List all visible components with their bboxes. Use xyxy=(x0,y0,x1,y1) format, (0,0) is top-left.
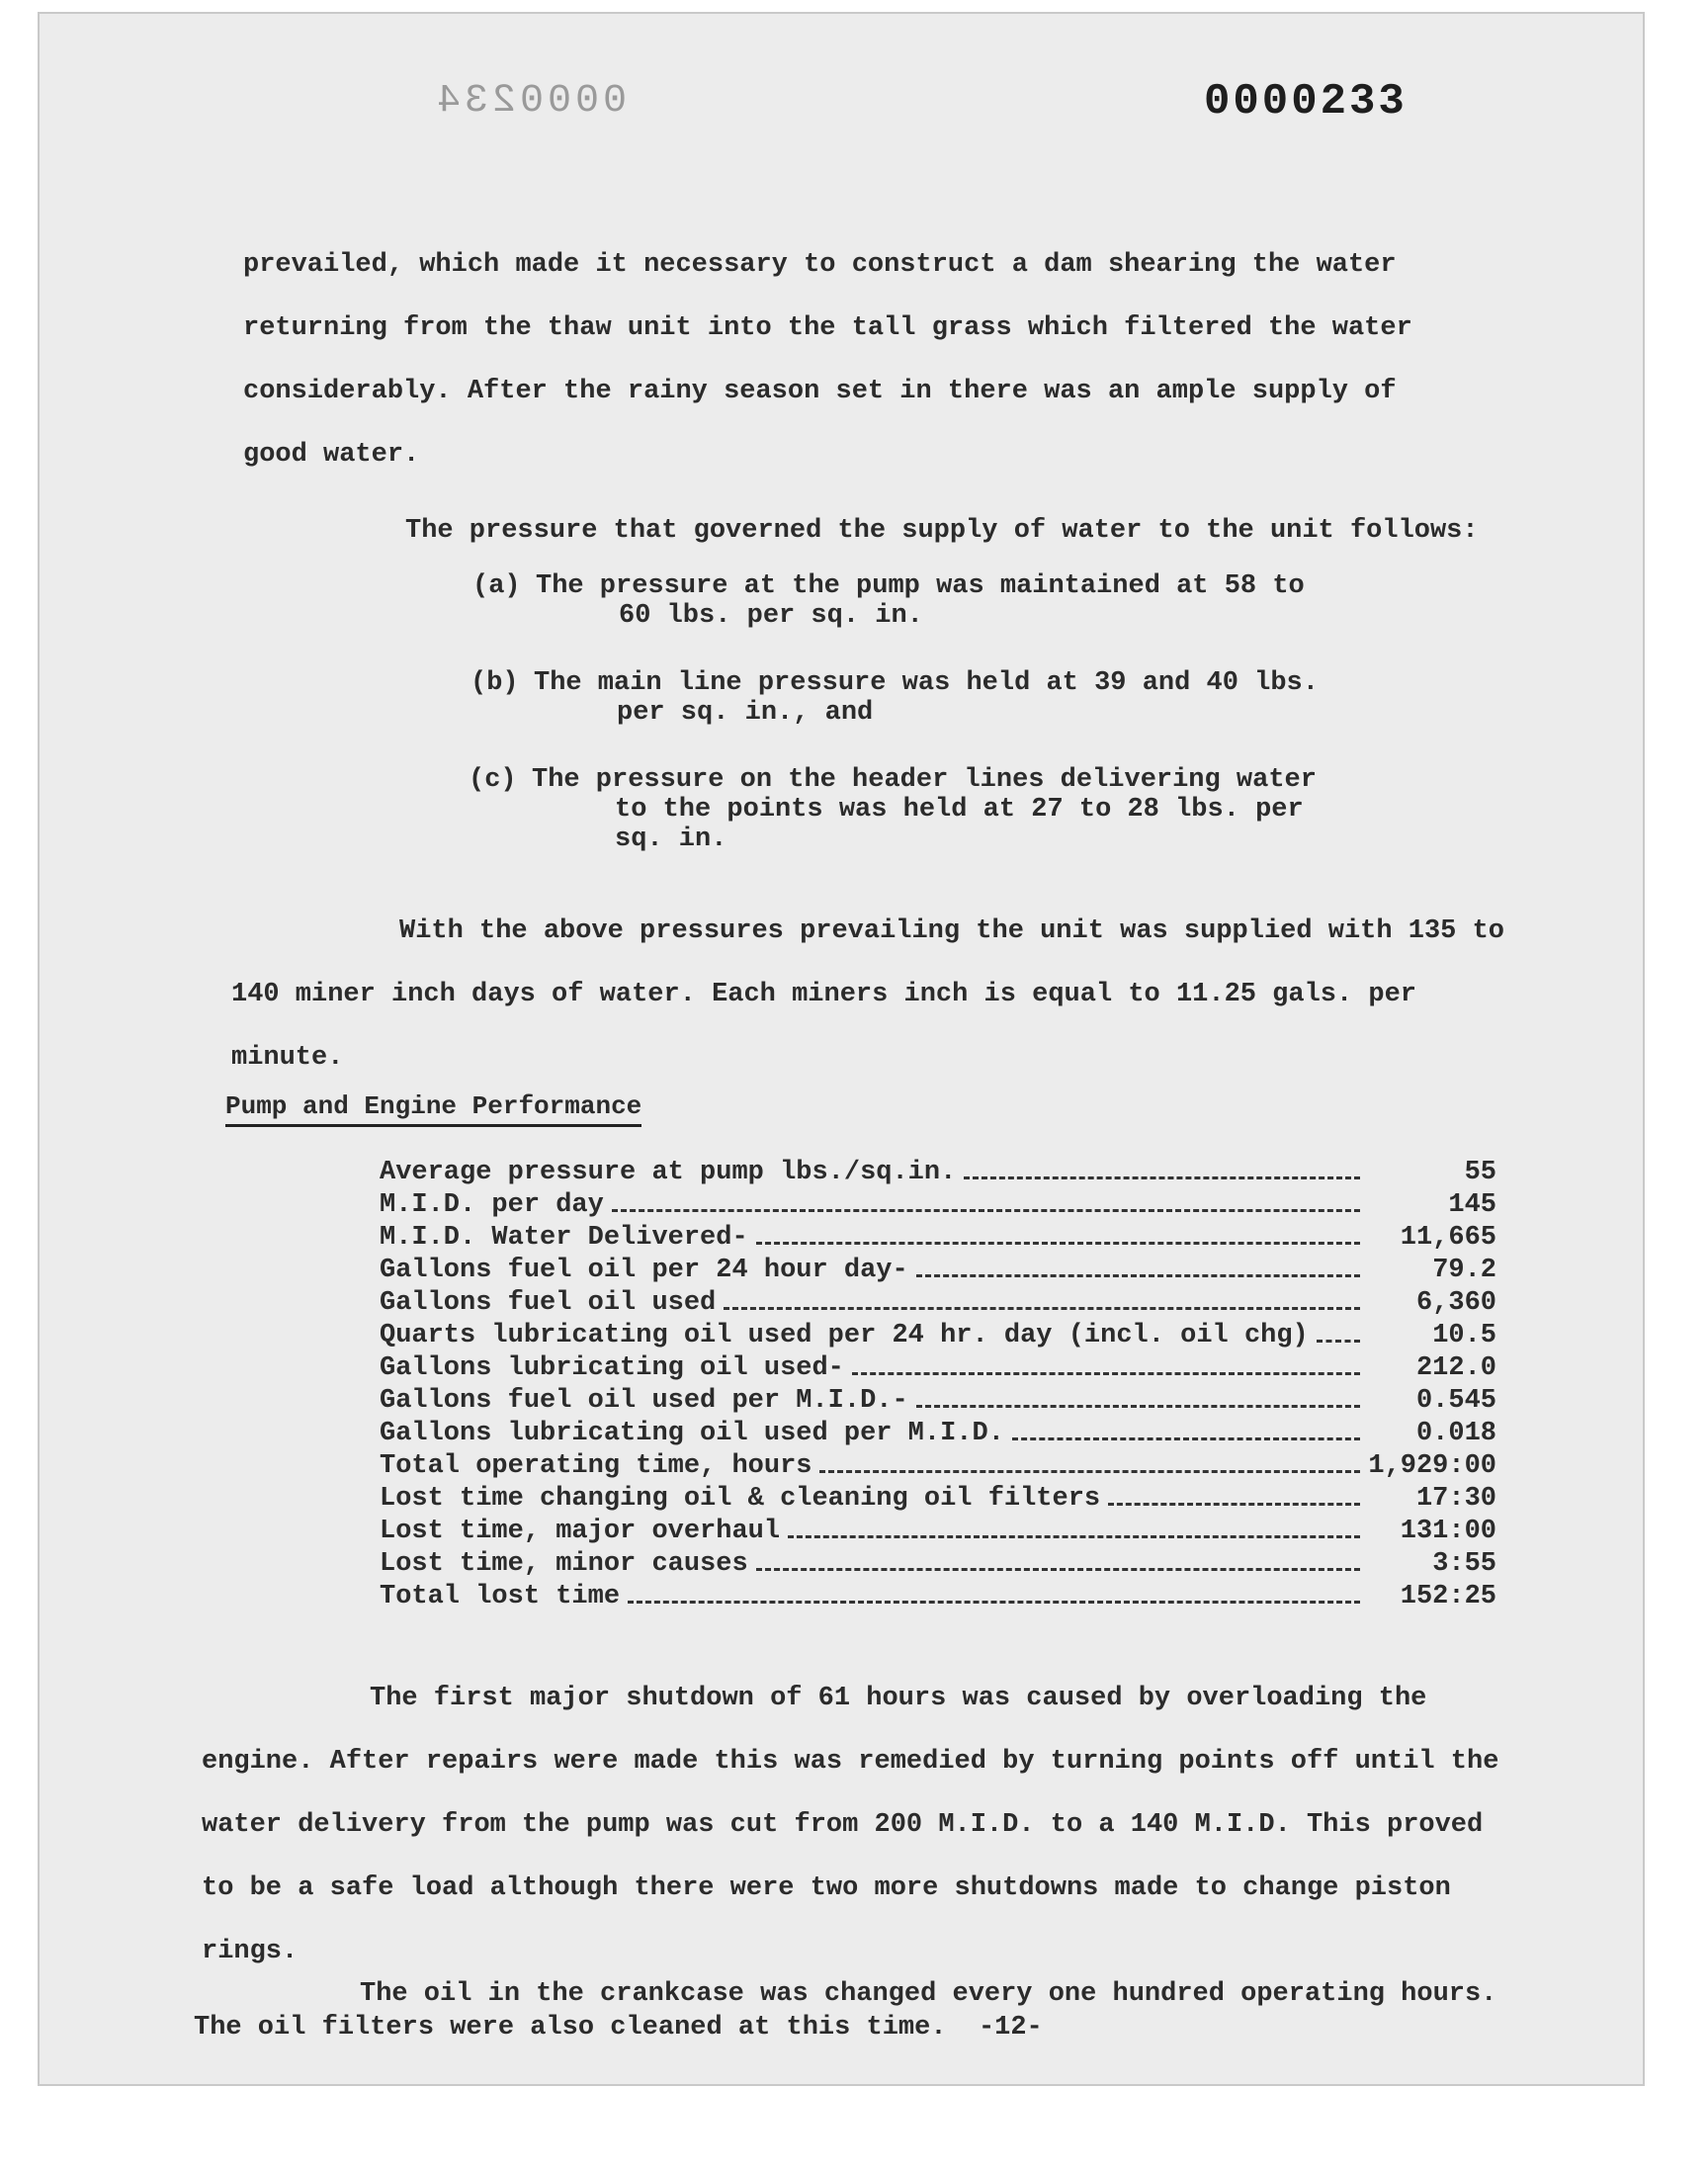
table-row xyxy=(380,1516,1496,1548)
row-value: 0.545 xyxy=(1415,1386,1496,1416)
table-row xyxy=(380,1548,1496,1581)
row-value: 6,360 xyxy=(1415,1288,1496,1318)
table-row xyxy=(380,1287,1496,1320)
list-item-continuation: per sq. in., and xyxy=(617,698,874,728)
leader-dashes xyxy=(964,1167,1360,1179)
row-value: 131:00 xyxy=(1400,1517,1496,1546)
row-value: 55 xyxy=(1464,1158,1496,1187)
paragraph-continued: prevailed, which made it necessary to construct a dam shearing the water returning from the thaw unit into the tall grass which filtered the water considerably. After the rainy season set in there was an ample supply of good water. xyxy=(243,250,1412,470)
paragraph-water-supply xyxy=(231,900,1526,1089)
leader-dashes xyxy=(916,1264,1360,1277)
leader-dashes xyxy=(724,1297,1360,1310)
row-value: 152:25 xyxy=(1400,1582,1496,1611)
pressure-intro: The pressure that governed the supply of water to the unit follows: xyxy=(405,516,1479,546)
row-label: Gallons fuel oil used per M.I.D.- xyxy=(380,1386,908,1416)
row-value: 0.018 xyxy=(1415,1419,1496,1448)
paragraph-text: The first major shutdown of 61 hours was caused by overloading the engine. After repairs were made this was remedied by turning points off until the water delivery from the pump was cut from 200 M.I.D. to a 140 M.I.D. This proved to be a safe load although there were two more shutdowns made to change piston rings. xyxy=(202,1684,1499,1966)
list-marker: (c) xyxy=(469,765,517,795)
leader-dashes xyxy=(1012,1428,1360,1440)
row-label: Lost time, major overhaul xyxy=(380,1517,781,1546)
table-row xyxy=(380,1581,1496,1613)
leader-dashes xyxy=(916,1395,1360,1408)
list-item-text: The pressure on the header lines delivering water xyxy=(532,765,1317,795)
leader-dashes xyxy=(756,1232,1360,1245)
row-label: Lost time changing oil & cleaning oil filters xyxy=(380,1484,1101,1514)
row-label: Gallons lubricating oil used per M.I.D. xyxy=(380,1419,1004,1448)
leader-dashes xyxy=(756,1558,1360,1571)
row-value: 11,665 xyxy=(1400,1223,1496,1253)
row-label: Gallons lubricating oil used- xyxy=(380,1353,844,1383)
list-item-continuation: to the points was held at 27 to 28 lbs. per sq. in. xyxy=(615,795,1304,854)
row-value: 1,929:00 xyxy=(1368,1451,1496,1481)
leader-dashes xyxy=(819,1460,1360,1473)
table-row xyxy=(380,1222,1496,1255)
paragraph-shutdown xyxy=(202,1667,1526,1983)
row-label: M.I.D. per day xyxy=(380,1190,604,1220)
row-label: M.I.D. Water Delivered- xyxy=(380,1223,748,1253)
paragraph-oil-change xyxy=(194,1977,1558,2044)
table-row xyxy=(380,1483,1496,1516)
table-row xyxy=(380,1352,1496,1385)
list-item xyxy=(472,571,1362,641)
leader-dashes xyxy=(852,1362,1360,1375)
row-label: Average pressure at pump lbs./sq.in. xyxy=(380,1158,957,1187)
row-value: 3:55 xyxy=(1432,1549,1496,1579)
row-value: 145 xyxy=(1448,1190,1496,1220)
row-label: Lost time, minor causes xyxy=(380,1549,748,1579)
row-label: Quarts lubricating oil used per 24 hr. day (incl. oil chg) xyxy=(380,1321,1309,1350)
row-label: Gallons fuel oil per 24 hour day- xyxy=(380,1256,908,1285)
list-item xyxy=(470,668,1360,738)
list-item xyxy=(469,765,1358,874)
paragraph-text: With the above pressures prevailing the unit was supplied with 135 to 140 miner inch days of water. Each miners inch is equal to 11.25 gals. per minute. xyxy=(231,916,1504,1073)
leader-dashes xyxy=(612,1199,1360,1212)
leader-dashes xyxy=(1108,1493,1360,1506)
list-item-text: The main line pressure was held at 39 and 40 lbs. xyxy=(534,668,1319,698)
list-item-text: The pressure at the pump was maintained at 58 to xyxy=(536,571,1305,601)
table-row xyxy=(380,1255,1496,1287)
table-row xyxy=(380,1320,1496,1352)
row-value: 212.0 xyxy=(1415,1353,1496,1383)
row-label: Gallons fuel oil used xyxy=(380,1288,717,1318)
serial-number: 0000233 xyxy=(1204,77,1408,127)
leader-dashes xyxy=(788,1525,1360,1538)
list-marker: (a) xyxy=(472,571,521,601)
performance-table xyxy=(380,1157,1496,1613)
mirrored-serial-number: 0000234 xyxy=(433,79,628,124)
table-row xyxy=(380,1450,1496,1483)
list-marker: (b) xyxy=(470,668,519,698)
row-label: Total lost time xyxy=(380,1582,621,1611)
row-value: 79.2 xyxy=(1432,1256,1496,1285)
row-value: 17:30 xyxy=(1415,1484,1496,1514)
leader-dashes xyxy=(1317,1330,1360,1343)
list-item-continuation: 60 lbs. per sq. in. xyxy=(619,601,923,631)
table-row xyxy=(380,1157,1496,1189)
page-number: -12- xyxy=(978,2013,1043,2043)
row-value: 10.5 xyxy=(1432,1321,1496,1350)
table-row xyxy=(380,1418,1496,1450)
table-row xyxy=(380,1385,1496,1418)
leader-dashes xyxy=(628,1591,1360,1604)
section-heading: Pump and Engine Performance xyxy=(225,1091,641,1127)
row-label: Total operating time, hours xyxy=(380,1451,812,1481)
paragraph-text: The oil in the crankcase was changed every one hundred operating hours. The oil filters were also cleaned at this time. xyxy=(194,1979,1497,2043)
table-row xyxy=(380,1189,1496,1222)
